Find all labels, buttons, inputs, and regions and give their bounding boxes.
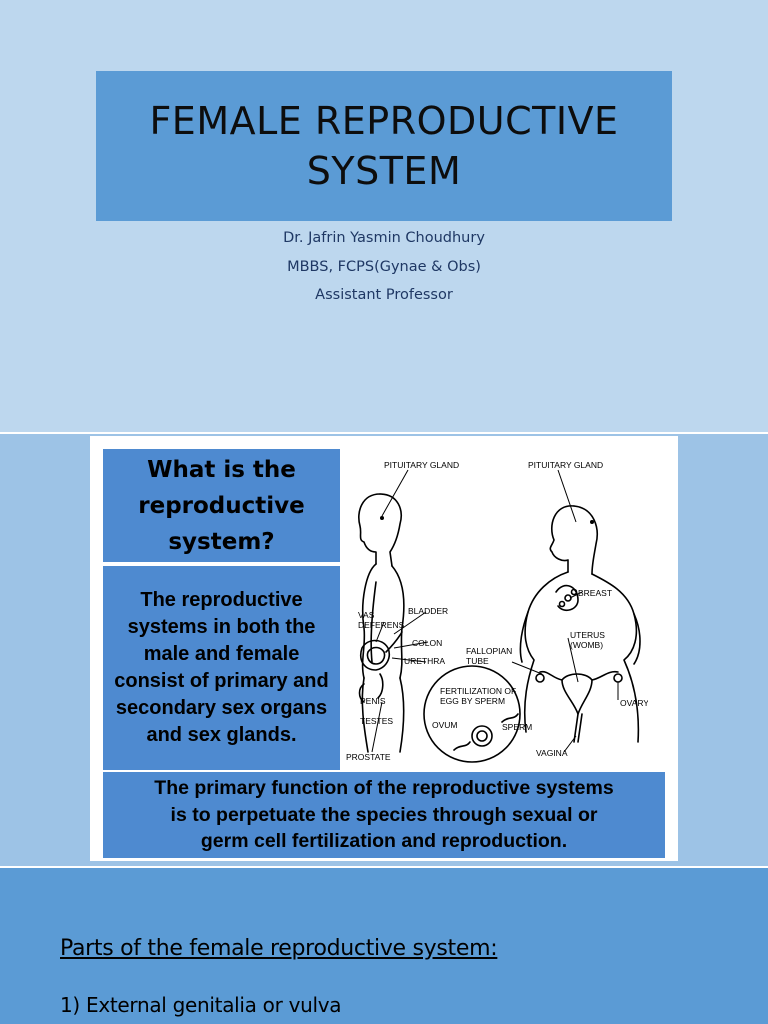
label-sperm: SPERM [502, 722, 533, 732]
label-ovary: OVARY [620, 698, 648, 708]
function-line-2: is to perpetuate the species through sexual or [170, 803, 598, 826]
function-text [154, 775, 613, 855]
description-box [103, 566, 340, 770]
label-breast: BREAST [578, 588, 613, 598]
label-vas-2: DEFERENS [358, 620, 405, 630]
title-box [96, 71, 672, 221]
title-line-1: FEMALE REPRODUCTIVE [149, 99, 619, 143]
label-uterus-1: UTERUS [570, 630, 605, 640]
question-line-1: What is the [147, 456, 296, 483]
description-text: The reproductive systems in both the male and female consist of primary and secondary sex organs and sex glands. [114, 589, 329, 746]
author-credentials: MBBS, FCPS(Gynae & Obs) [287, 259, 481, 275]
label-vagina: VAGINA [536, 748, 568, 758]
label-fertilization-1: FERTILIZATION OF [440, 686, 517, 696]
parts-heading: Parts of the female reproductive system: [60, 936, 498, 961]
label-fertilization-2: EGG BY SPERM [440, 696, 506, 706]
label-urethra: URETHRA [404, 656, 446, 666]
label-penis: PENIS [360, 696, 386, 706]
label-pituitary-female: PITUITARY GLAND [528, 460, 604, 470]
label-fallopian-2: TUBE [466, 656, 489, 666]
title-line-2: SYSTEM [306, 149, 462, 193]
label-prostate: PROSTATE [346, 752, 391, 762]
question-line-3: system? [168, 528, 275, 555]
function-line-3: germ cell fertilization and reproduction. [200, 830, 568, 853]
slide-title [149, 96, 618, 196]
label-uterus-2: (WOMB) [570, 640, 604, 650]
label-testes: TESTES [360, 716, 394, 726]
function-box [103, 772, 665, 858]
author-name: Dr. Jafrin Yasmin Choudhury [283, 230, 485, 246]
label-vas-1: VAS [358, 610, 375, 620]
anatomy-illustration [342, 452, 648, 770]
question-line-2: reproductive [138, 492, 305, 519]
label-bladder: BLADDER [408, 606, 449, 616]
author-position: Assistant Professor [315, 287, 453, 303]
label-fallopian-1: FALLOPIAN [466, 646, 513, 656]
label-pituitary-male: PITUITARY GLAND [384, 460, 460, 470]
anatomy-diagram [342, 452, 648, 770]
question-heading [138, 452, 305, 560]
function-line-1: The primary function of the reproductive systems [154, 777, 614, 800]
parts-list-item: 1) External genitalia or vulva [60, 993, 342, 1017]
label-colon: COLON [412, 638, 443, 648]
label-ovum: OVUM [432, 720, 458, 730]
question-box [103, 449, 340, 562]
